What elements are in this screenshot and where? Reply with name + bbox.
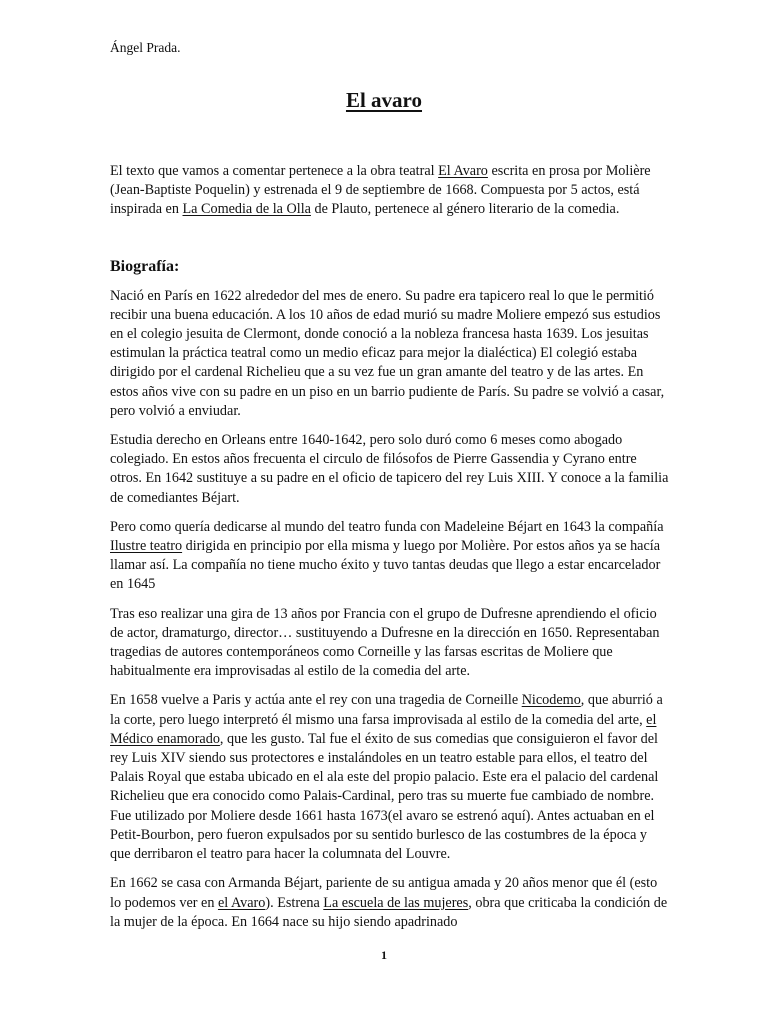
bio-paragraph-4: Tras eso realizar una gira de 13 años por Francia con el grupo de Dufresne aprendiendo el oficio de actor, dramaturgo, director… sustituyendo a Dufresne en la dirección en 1650. Representaban tragedias de autores contemporáneos como Corneille y las farsas escritas de Moliere que habitualmente era improvisadas al estilo de la comedia del arte.	[110, 605, 660, 680]
intro-paragraph	[110, 162, 670, 220]
p6-title-el-avaro: el Avaro	[217, 894, 266, 911]
p3-text-2: dirigida en principio por ella misma y luego por Molière. Por estos años ya se hacía llamar así. La compañía no tiene mucho éxito y tuvo tantas deudas que llego a estar encarcelador en 1645	[110, 538, 661, 593]
p6-text-1: En 1662 se casa con Armanda Béjart, pariente de su antigua amada y 20 años menor que él (esto lo podemos ver en	[110, 875, 658, 911]
p6-text-2: ). Estrena	[265, 894, 324, 911]
p3-text-1: Pero como quería dedicarse al mundo del teatro funda con Madeleine Béjart en 1643 la compañía	[110, 518, 664, 535]
document-body	[110, 162, 670, 942]
p3-title-ilustre-teatro: Ilustre teatro	[110, 538, 183, 555]
p6-text-3: , obra que criticaba la condición de la mujer de la época. En 1664 nace su hijo siendo apadrinado	[110, 894, 668, 930]
bio-paragraph-3	[110, 518, 670, 595]
page-number: 1	[381, 948, 387, 962]
document-title: El avaro	[345, 88, 423, 112]
author-header: Ángel Prada.	[110, 40, 181, 55]
p5-text-2: , que aburrió a la corte, pero luego interpretó él mismo una farsa improvisada al estilo de la comedia del arte,	[110, 692, 663, 728]
bio-paragraph-6	[110, 874, 670, 932]
p5-text-1: En 1658 vuelve a Paris y actúa ante el rey con una tragedia de Corneille	[110, 692, 522, 709]
bio-paragraph-1: Nació en París en 1622 alrededor del mes de enero. Su padre era tapicero real lo que le permitió recibir una buena educación. A los 10 años de edad murió su madre Moliere empezó sus estudios en el colegio jesuita de Clermont, donde conoció a la nobleza francesa hasta 1639. Los jesuitas estimulan la práctica teatral como un medio eficaz para mejor la dialéctica) El colegió estaba dirigido por el cardenal Richelieu que a su vez fue un gran amante del teatro y de las artes. En estos años vive con su padre en un piso en un barrio pudiente de París. Su padre se volvió a casar, pero volvió a enviudar.	[110, 287, 665, 419]
intro-text-2: escrita en prosa por Molière (Jean-Baptiste Poquelin) y estrenada el 9 de septiembre de 1668. Compuesta por 5 actos, está inspirada en	[110, 163, 651, 218]
p5-text-3: , que les gusto. Tal fue el éxito de sus comedias que consiguieron el favor del rey Luis XIV siendo sus protectores e instalándoles en un teatro estable para ellos, el teatro del Palais Royal que estaba ubicado en el ala este del propio palacio. Este era el palacio del cardenal Richelieu que era conocido como Palais-Cardinal, pero tras su muerte fue cambiado de nombre. Fue utilizado por Moliere desde 1661 hasta 1673(el avaro se estrenó aquí). Antes actuaban en el Petit-Bourbon, pero fueron expulsados por su sentido burlesco de las costumbres de la época y que derribaron el teatro para hacer la columnata del Louvre.	[110, 730, 659, 863]
intro-text-1: El texto que vamos a comentar pertenece a la obra teatral	[110, 163, 439, 179]
bio-paragraph-5	[110, 691, 670, 864]
section-heading-biografia: Biografía:	[110, 257, 180, 275]
bio-paragraph-2: Estudia derecho en Orleans entre 1640-1642, pero solo duró como 6 meses como abogado colegiado. En estos años frecuenta el circulo de filósofos de Pierre Gassendia y Cyrano entre otros. En 1642 sustituye a su padre en el oficio de tapicero del rey Luis XIII. Y conoce a la familia de comediantes Béjart.	[110, 432, 669, 506]
intro-text-3: de Plauto, pertenece al género literario de la comedia.	[310, 201, 620, 218]
p5-title-medico-enamorado: el Médico enamorado	[110, 711, 657, 747]
intro-title-comedia-olla: La Comedia de la Olla	[182, 201, 311, 218]
intro-title-el-avaro: El Avaro	[438, 163, 488, 179]
p5-title-nicodemo: Nicodemo	[521, 692, 581, 709]
p6-title-escuela-mujeres: La escuela de las mujeres	[323, 894, 469, 911]
